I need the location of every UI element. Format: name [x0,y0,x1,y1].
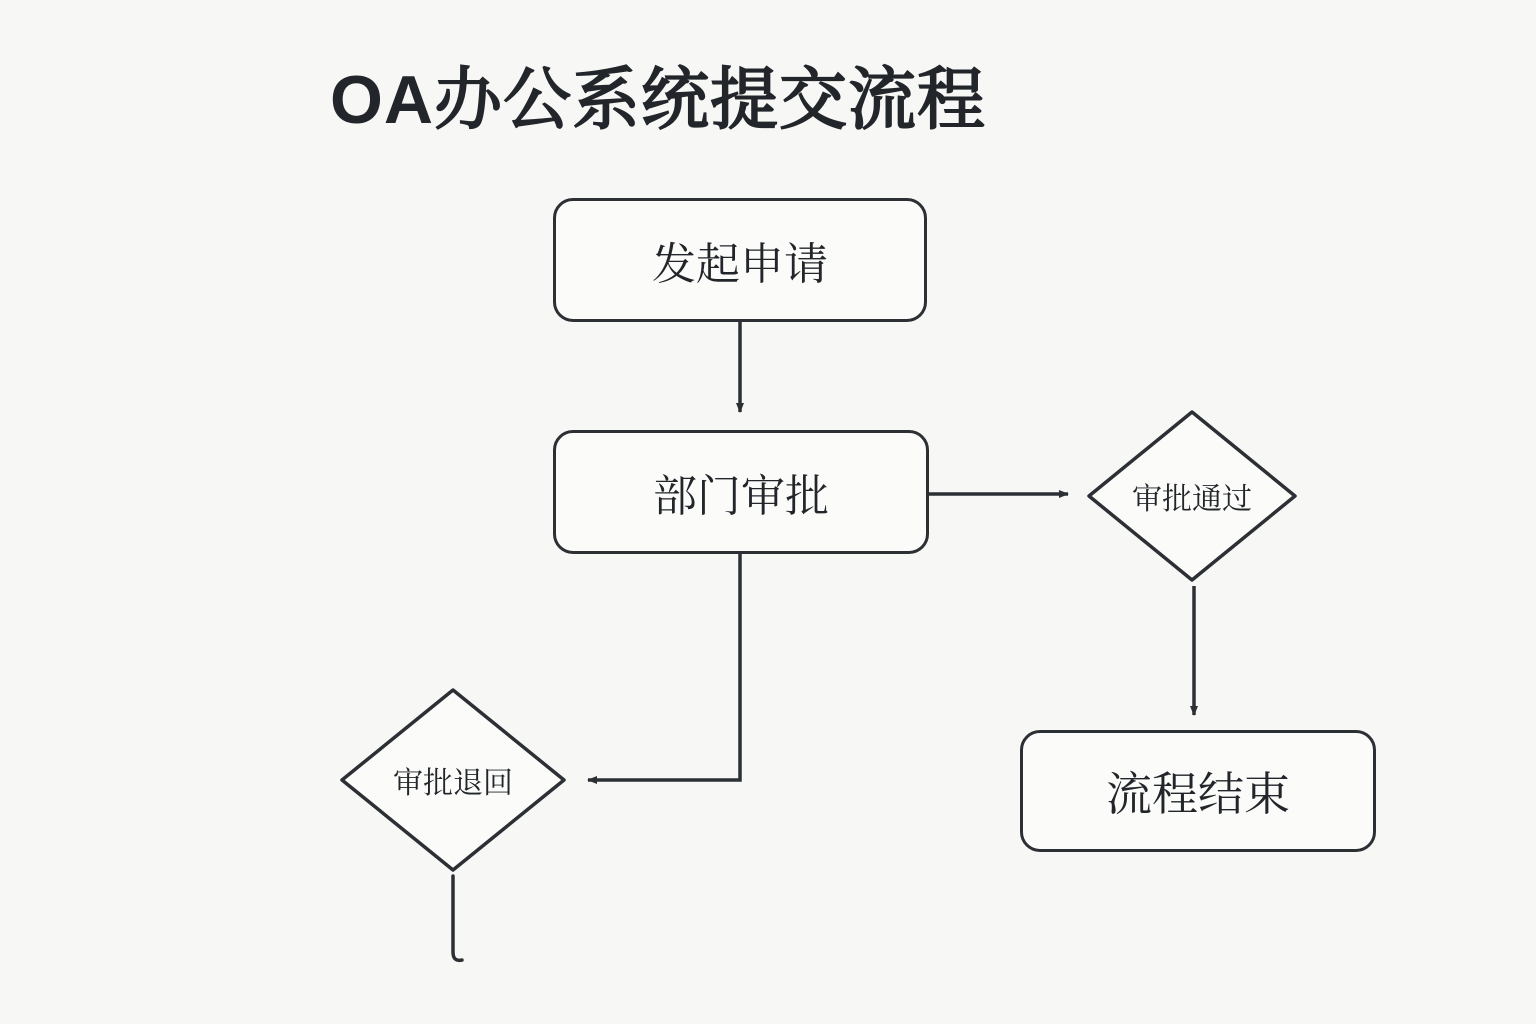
node-approval-returned-label: 审批退回 [393,767,513,800]
node-approval-returned[interactable] [336,684,570,876]
page-title: OA办公系统提交流程 [330,62,987,138]
node-approval-passed[interactable] [1083,406,1301,586]
node-approval-passed-label: 审批通过 [1132,483,1252,516]
edge-returned-tail [453,876,462,960]
node-start[interactable]: 发起申请 [553,198,927,322]
edge-approval-to-returned [588,554,740,780]
node-process-end[interactable]: 流程结束 [1020,730,1376,852]
node-department-approval[interactable]: 部门审批 [553,430,929,554]
